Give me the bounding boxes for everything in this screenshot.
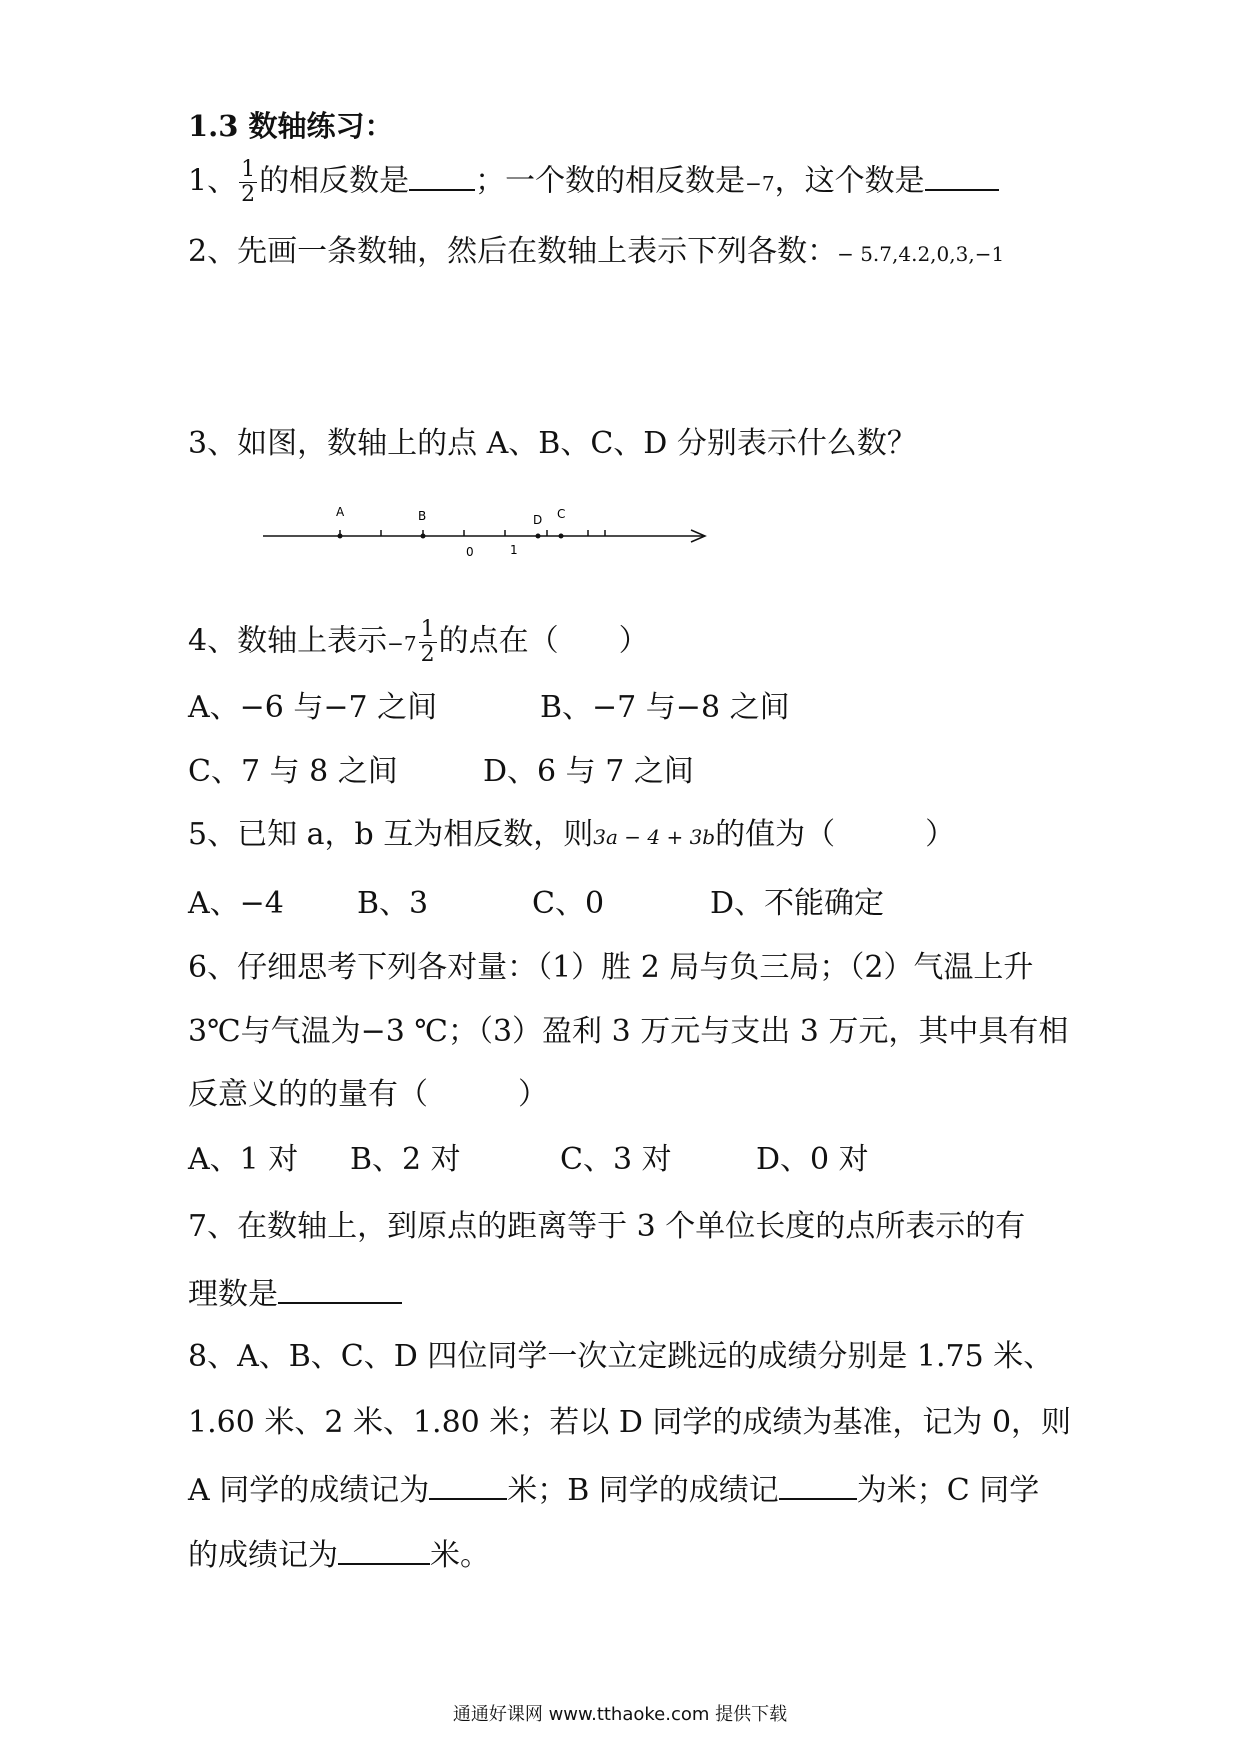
question-3: 3、如图，数轴上的点 A、B、C、D 分别表示什么数？ (188, 426, 917, 461)
q7-answer-blank[interactable] (278, 1272, 402, 1304)
q8-answer-blank-a[interactable] (429, 1468, 507, 1500)
q6-option-a[interactable]: A、1 对 (188, 1142, 299, 1177)
page-title: 1.3 数轴练习： (188, 109, 394, 143)
question-7-line-1: 7、在数轴上，到原点的距离等于 3 个单位长度的点所表示的有 (188, 1209, 1026, 1244)
q4-option-b[interactable]: B、−7 与−8 之间 (540, 690, 790, 725)
question-2 (188, 232, 1004, 274)
question-7-line-2 (188, 1272, 402, 1315)
q8-text-d: 的成绩记为 (188, 1538, 338, 1573)
q5-option-b[interactable]: B、3 (357, 886, 429, 921)
q5-option-c[interactable]: C、0 (532, 886, 605, 921)
q1-text-a: 的相反数是 (259, 163, 410, 199)
number-line-figure (255, 500, 715, 570)
q4-text-b: 的点在（ ） (438, 623, 649, 659)
q4-option-d[interactable]: D、6 与 7 之间 (483, 754, 694, 789)
q5-option-a[interactable]: A、−4 (188, 886, 284, 921)
q8-answer-blank-c[interactable] (338, 1533, 430, 1565)
q2-text: 2、先画一条数轴，然后在数轴上表示下列各数： (188, 234, 838, 269)
q4-frac-num: 1 (420, 617, 435, 642)
q4-whole: −7 (387, 631, 417, 656)
q4-text-a: 4、数轴上表示 (188, 623, 388, 659)
question-8-line-1: 8、A、B、C、D 四位同学一次立定跳远的成绩分别是 1.75 米、 (188, 1339, 1054, 1374)
q8-text-c: 为米；C 同学 (856, 1473, 1040, 1508)
point-c (559, 534, 564, 539)
q4-frac-den: 2 (420, 642, 435, 667)
label-b: B (418, 509, 427, 523)
question-6-line-2: 3℃与气温为−3 ℃；（3）盈利 3 万元与支出 3 万元，其中具有相 (188, 1014, 1069, 1049)
footer-credit: 通通好课网 www.tthaoke.com 提供下载 (452, 1704, 788, 1725)
point-a (338, 534, 343, 539)
q1-answer-blank-2[interactable] (925, 159, 999, 191)
question-8-line-3 (188, 1468, 1039, 1511)
question-1 (188, 158, 999, 207)
q7-text: 理数是 (188, 1277, 278, 1312)
label-zero: 0 (466, 545, 474, 559)
q6-option-b[interactable]: B、2 对 (350, 1142, 461, 1177)
q5-expression: 3a − 4 + 3b (593, 825, 716, 849)
question-8-line-2: 1.60 米、2 米、1.80 米；若以 D 同学的成绩为基准，记为 0，则 (188, 1405, 1072, 1440)
label-a: A (336, 505, 345, 519)
question-8-line-4 (188, 1533, 490, 1576)
q5-option-d[interactable]: D、不能确定 (710, 886, 885, 921)
label-d: D (533, 513, 543, 527)
q8-answer-blank-b[interactable] (779, 1468, 857, 1500)
q4-option-a[interactable]: A、−6 与−7 之间 (188, 690, 438, 725)
q1-frac-num: 1 (241, 157, 256, 182)
question-5 (188, 815, 955, 857)
label-c: C (557, 507, 566, 521)
q8-text-e: 米。 (430, 1538, 490, 1573)
q1-fraction (239, 158, 257, 207)
q1-text-b: 一个数的相反数是 (505, 163, 746, 199)
q8-text-a: A 同学的成绩记为 (188, 1473, 430, 1508)
question-4 (188, 618, 649, 667)
q1-frac-den: 2 (241, 182, 256, 207)
q4-fraction (419, 618, 437, 667)
q1-text-c: ，这个数是 (774, 163, 925, 199)
point-b (421, 534, 426, 539)
q1-value: −7 (745, 171, 775, 196)
q2-numbers: − 5.7,4.2,0,3,−1 (837, 242, 1005, 266)
q5-text-b: 的值为（ ） (715, 817, 956, 852)
q8-text-b: 米；B 同学的成绩记 (507, 1473, 779, 1508)
label-one: 1 (510, 543, 518, 557)
question-6-line-1: 6、仔细思考下列各对量：（1）胜 2 局与负三局；（2）气温上升 (188, 950, 1034, 985)
q1-sep: ； (475, 163, 506, 199)
q1-answer-blank-1[interactable] (409, 159, 475, 191)
q6-option-c[interactable]: C、3 对 (560, 1142, 672, 1177)
q4-option-c[interactable]: C、7 与 8 之间 (188, 754, 398, 789)
q5-text-a: 5、已知 a，b 互为相反数，则 (188, 817, 594, 852)
point-d (536, 534, 541, 539)
question-6-line-3: 反意义的的量有（ ） (188, 1077, 548, 1112)
q1-number: 1、 (188, 163, 238, 199)
q6-option-d[interactable]: D、0 对 (756, 1142, 869, 1177)
